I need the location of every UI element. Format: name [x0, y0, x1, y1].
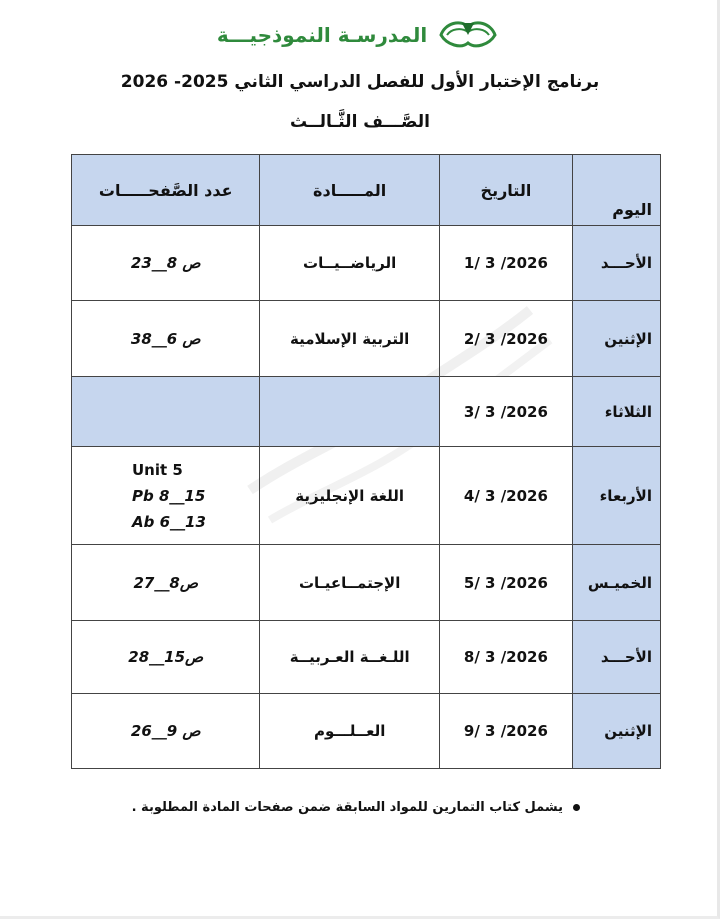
pages-cell: [72, 301, 260, 377]
header-pages: عدد الصَّفحـــــات: [72, 155, 260, 226]
table-row: [72, 694, 661, 769]
day-cell: الإثنين: [573, 694, 661, 769]
table-header-row: [72, 155, 661, 226]
table-row: [72, 621, 661, 694]
table-row: [72, 545, 661, 621]
date-value: 5/ 3 /2026: [463, 573, 548, 592]
subject-cell: العــلـــوم: [260, 694, 439, 769]
day-cell: الأحـــد: [573, 621, 661, 694]
table-row: [72, 226, 661, 301]
table-row: [72, 377, 661, 447]
date-value: 8/ 3 /2026: [463, 648, 548, 666]
pages-cell: [72, 226, 260, 301]
date-cell: [439, 447, 572, 545]
subject-cell: اللـغــة العـربيــة: [260, 621, 439, 694]
pages-value: ص 8__23: [130, 254, 201, 272]
header-day: اليوم: [573, 155, 661, 226]
school-name: المدرسـة النموذجيـــة: [216, 23, 428, 47]
pages-value: Unit 5: [132, 460, 183, 479]
day-cell: الأربعاء: [573, 447, 661, 545]
date-value: 3/ 3 /2026: [463, 402, 548, 421]
date-cell: [439, 377, 572, 447]
pages-cell: [72, 447, 260, 545]
footer-note-text: يشمل كتاب التمارين للمواد السابقة ضمن صفحات المادة المطلوبة .: [131, 800, 563, 815]
date-cell: [439, 694, 572, 769]
grade-title: الصَّـــف الثَّـالــث: [290, 112, 430, 132]
school-logo-icon: [433, 15, 503, 55]
table-row: [72, 301, 661, 377]
pages-cell: [72, 377, 260, 447]
subject-cell: التربية الإسلامية: [260, 301, 439, 377]
subject-cell: [260, 377, 439, 447]
day-cell: الأحـــد: [573, 226, 661, 301]
day-cell: الخميـس: [573, 545, 661, 621]
bullet-icon: [573, 804, 580, 811]
page-title: برنامج الإختبار الأول للفصل الدراسي الثاني 2025- 2026: [120, 72, 600, 92]
date-cell: [439, 621, 572, 694]
header-subject: المـــــادة: [260, 155, 439, 226]
day-cell: الإثنين: [573, 301, 661, 377]
school-logo: [210, 14, 510, 56]
pages-value: ص 9__26: [130, 722, 201, 740]
pages-value: Pb 8__15: [132, 486, 206, 505]
pages-value: ص15__28: [128, 648, 204, 666]
subject-cell: اللغة الإنجليزية: [260, 447, 439, 545]
date-value: 9/ 3 /2026: [463, 722, 548, 740]
pages-value: ص8__27: [133, 573, 198, 592]
pages-value: Ab 6__13: [132, 512, 206, 531]
date-cell: [439, 301, 572, 377]
pages-cell: [72, 545, 260, 621]
header-date: التاريخ: [439, 155, 572, 226]
date-cell: [439, 226, 572, 301]
subject-cell: الرياضــيــات: [260, 226, 439, 301]
footer-note: [132, 800, 580, 815]
subject-cell: الإجتمــاعيـات: [260, 545, 439, 621]
pages-cell: [72, 694, 260, 769]
date-value: 2/ 3 /2026: [463, 329, 548, 348]
pages-value: ص 6__38: [130, 329, 201, 348]
date-value: 1/ 3 /2026: [463, 254, 548, 272]
exam-schedule-table: [71, 154, 661, 769]
date-cell: [439, 545, 572, 621]
pages-cell: [72, 621, 260, 694]
table-row: [72, 447, 661, 545]
date-value: 4/ 3 /2026: [463, 486, 548, 505]
day-cell: الثلاثاء: [573, 377, 661, 447]
